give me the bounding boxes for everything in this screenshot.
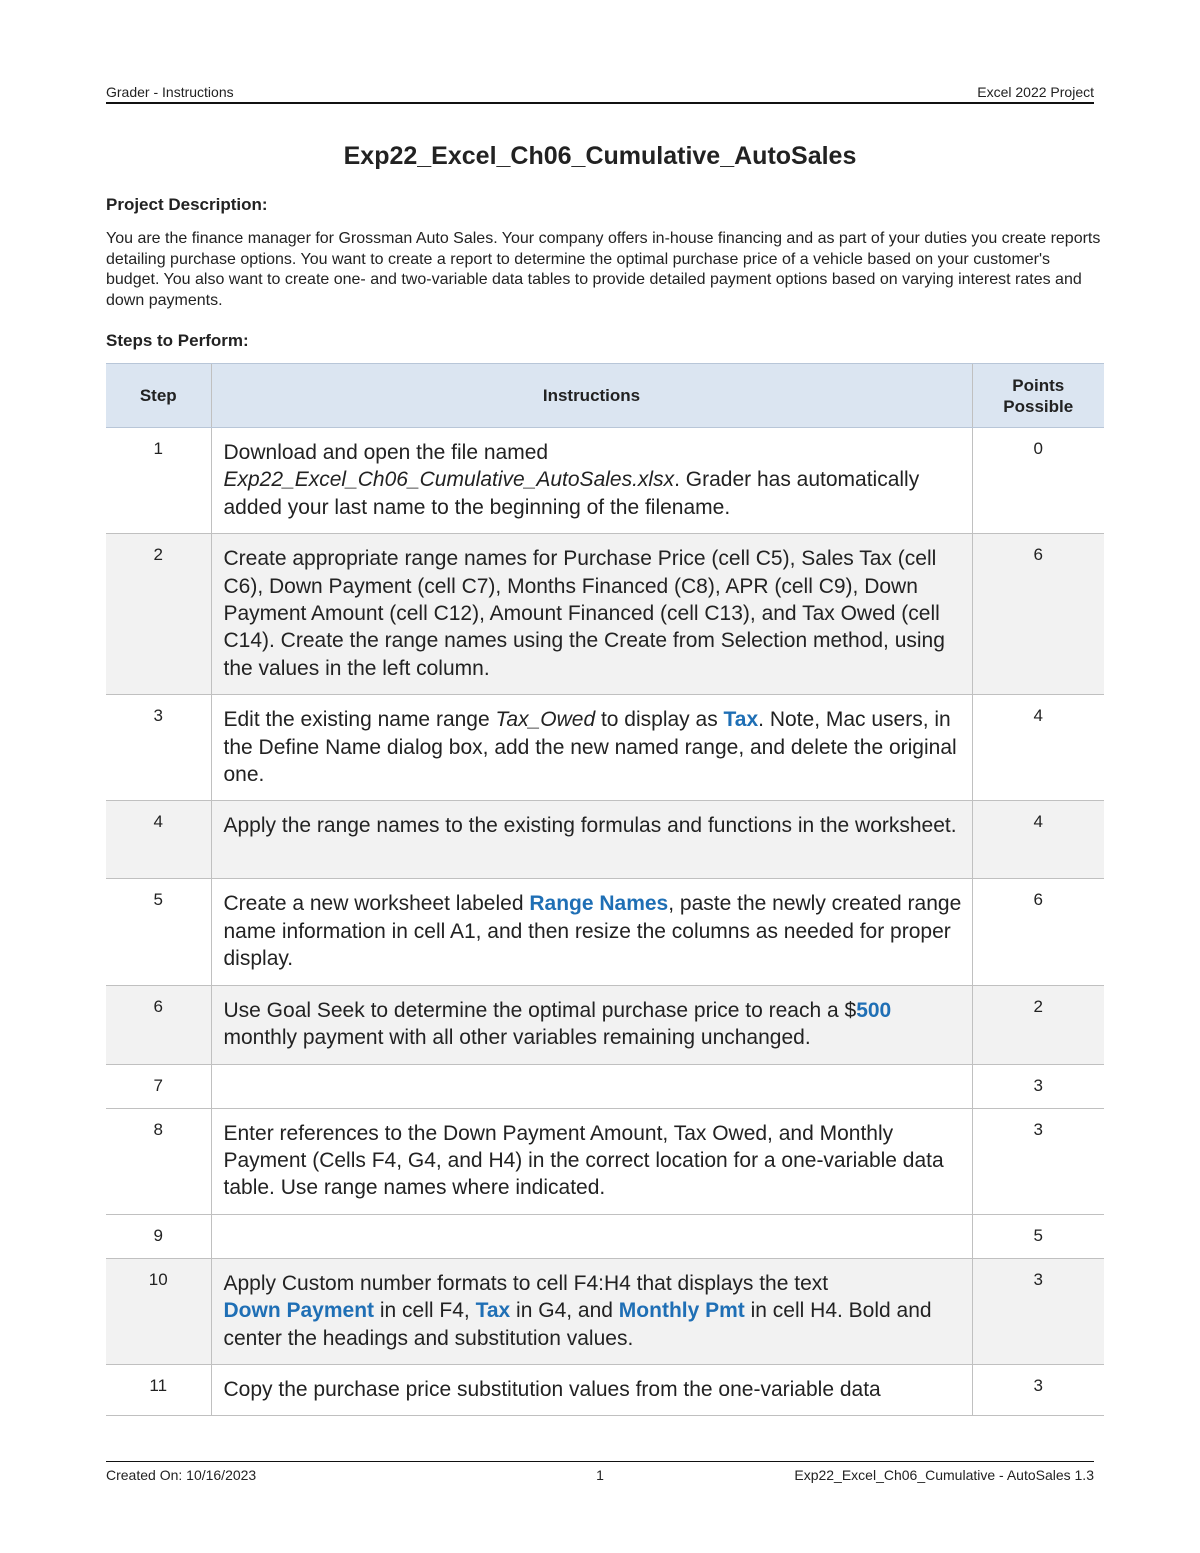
step-instructions xyxy=(211,695,972,801)
step-number: 8 xyxy=(106,1108,211,1214)
step-instructions xyxy=(211,1258,972,1364)
table-row xyxy=(106,1364,1104,1415)
step-instructions xyxy=(211,879,972,985)
step-instructions xyxy=(211,428,972,534)
step-instructions xyxy=(211,985,972,1064)
table-row xyxy=(106,1064,1104,1108)
highlight-term: Tax xyxy=(723,708,759,732)
steps-label: Steps to Perform: xyxy=(106,331,249,350)
footer-created-on: Created On: 10/16/2023 xyxy=(106,1467,257,1483)
step-points: 3 xyxy=(972,1364,1104,1415)
step-points: 2 xyxy=(972,985,1104,1064)
step-number: 5 xyxy=(106,879,211,985)
highlight-term: 500 xyxy=(856,998,892,1022)
instruction-text: Create appropriate range names for Purchase Price (cell C5), Sales Tax (cell C6), Down Payment (cell C7), Months Financed (C8), APR (cell C9), Down Payment Amount (cell C12), Amount Financed (cell C13), and Tax Owed (cell C14). Create the range names using the Create from Selection method, using the values in the left column. xyxy=(223,547,945,680)
instruction-text: Apply Custom number formats to cell F4:H4 that displays the text xyxy=(223,1271,829,1295)
instruction-text: Enter references to the Down Payment Amount, Tax Owed, and Monthly Payment (Cells F4, G4, and H4) in the correct location for a one-variable data table. Use range names where indicated. xyxy=(223,1121,944,1200)
step-number: 3 xyxy=(106,695,211,801)
step-instructions xyxy=(211,1364,972,1415)
column-header-points xyxy=(972,364,1104,428)
points-header-text: Points Possible xyxy=(1003,375,1074,416)
step-number: 10 xyxy=(106,1258,211,1364)
instruction-text: monthly payment with all other variables remaining unchanged. xyxy=(223,1026,811,1050)
step-points: 5 xyxy=(972,1214,1104,1258)
table-header-row xyxy=(106,364,1104,428)
instruction-text: Apply the range names to the existing formulas and functions in the worksheet. xyxy=(223,814,957,838)
step-points: 6 xyxy=(972,534,1104,695)
highlight-term: Range Names xyxy=(529,892,669,916)
document-title: Exp22_Excel_Ch06_Cumulative_AutoSales xyxy=(343,142,857,170)
steps-table xyxy=(106,363,1104,1416)
step-number: 2 xyxy=(106,534,211,695)
header-left-text: Grader - Instructions xyxy=(106,84,234,100)
step-number: 11 xyxy=(106,1364,211,1415)
step-instructions xyxy=(211,801,972,879)
table-row xyxy=(106,1258,1104,1364)
table-row xyxy=(106,1214,1104,1258)
highlight-term: Tax xyxy=(475,1299,511,1323)
step-number: 4 xyxy=(106,801,211,879)
step-number: 1 xyxy=(106,428,211,534)
page-header xyxy=(106,82,1094,104)
table-row xyxy=(106,801,1104,879)
highlight-term: Down Payment xyxy=(223,1299,375,1323)
step-points: 3 xyxy=(972,1108,1104,1214)
table-row xyxy=(106,428,1104,534)
table-row xyxy=(106,879,1104,985)
footer-page-number: 1 xyxy=(596,1467,604,1483)
step-number: 7 xyxy=(106,1064,211,1108)
project-description-text: You are the finance manager for Grossman Auto Sales. Your company offers in-house financing and as part of your duties you create reports detailing purchase options. You want to create a report to determine the optimal purchase price of a vehicle based on your customer's budget. You also want to create one- and two-variable data tables to provide detailed payment options based on varying interest rates and down payments. xyxy=(106,230,1101,309)
step-number: 9 xyxy=(106,1214,211,1258)
instruction-text: Use Goal Seek to determine the optimal purchase price to reach a $ xyxy=(223,998,857,1022)
column-header-step: Step xyxy=(106,364,211,428)
step-points: 4 xyxy=(972,695,1104,801)
instruction-range-name: Tax_Owed xyxy=(495,708,596,732)
footer-document-name: Exp22_Excel_Ch06_Cumulative - AutoSales 1.3 xyxy=(794,1467,1094,1483)
step-instructions xyxy=(211,1214,972,1258)
table-row xyxy=(106,695,1104,801)
instruction-filename: Exp22_Excel_Ch06_Cumulative_AutoSales.xlsx xyxy=(223,468,675,492)
step-instructions xyxy=(211,1108,972,1214)
instruction-text: Create a new worksheet labeled xyxy=(223,892,530,916)
step-points: 6 xyxy=(972,879,1104,985)
step-instructions xyxy=(211,1064,972,1108)
instruction-text: . Note, Mac users, in the Define Name dialog box, add the new named range, and delete the original one. xyxy=(223,708,957,787)
instruction-text: , paste the newly created range name information in cell A1, and then resize the columns as needed for proper display. xyxy=(223,892,962,971)
column-header-instructions: Instructions xyxy=(211,364,972,428)
step-points: 3 xyxy=(972,1064,1104,1108)
step-number: 6 xyxy=(106,985,211,1064)
instruction-text: Edit the existing name range xyxy=(223,708,496,732)
instruction-text: Copy the purchase price substitution values from the one-variable data xyxy=(223,1377,881,1401)
table-row xyxy=(106,1108,1104,1214)
instruction-text: . Grader has automatically added your last name to the beginning of the filename. xyxy=(223,468,920,519)
step-points: 3 xyxy=(972,1258,1104,1364)
instruction-text: in cell F4, xyxy=(374,1299,476,1323)
project-description-label: Project Description: xyxy=(106,195,268,214)
step-points: 4 xyxy=(972,801,1104,879)
step-points: 0 xyxy=(972,428,1104,534)
instruction-text: in G4, and xyxy=(510,1299,619,1323)
step-instructions xyxy=(211,534,972,695)
header-right-text: Excel 2022 Project xyxy=(977,84,1094,100)
table-row xyxy=(106,985,1104,1064)
instruction-text: in cell H4. Bold and center the headings and substitution values. xyxy=(223,1299,932,1350)
highlight-term: Monthly Pmt xyxy=(618,1299,745,1323)
table-row xyxy=(106,534,1104,695)
instruction-text: Download and open the file named xyxy=(223,441,549,464)
page-footer xyxy=(106,1461,1094,1486)
instruction-text: to display as xyxy=(595,708,724,732)
